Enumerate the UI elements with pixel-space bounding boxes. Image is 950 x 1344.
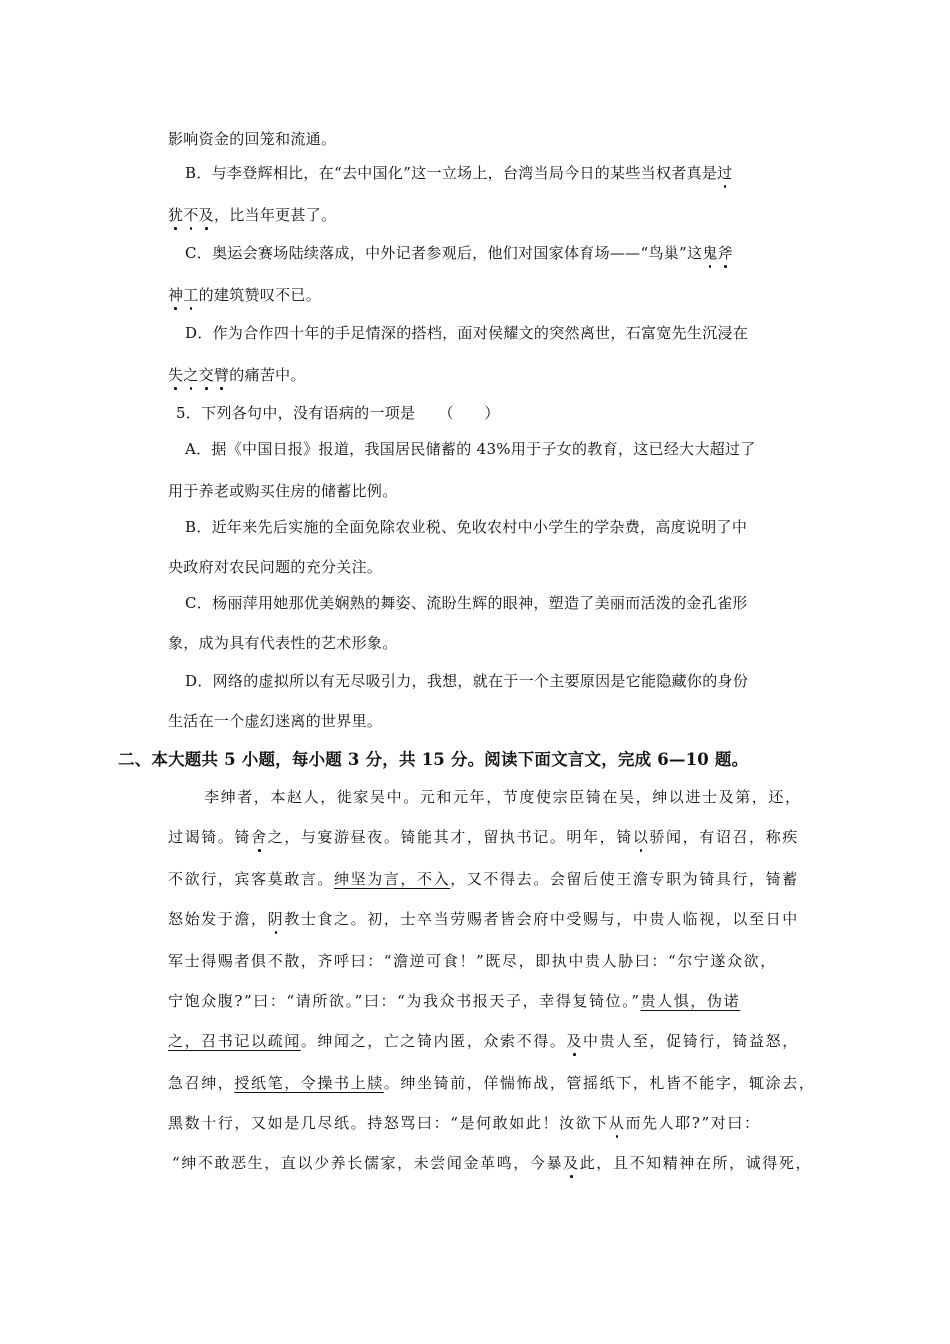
passage-text: 中贵人至，促锜行，锜益怒， (583, 1032, 799, 1050)
emphasis-dot-char: 犹 (168, 206, 184, 224)
passage-line (168, 1030, 799, 1051)
underlined-sentence: 授纸笔，令操书上牍 (234, 1074, 384, 1092)
q5-option-a-line2: 用于养老或购买住房的储蓄比例。 (168, 482, 398, 500)
passage-text: 不欲行，宾客莫敢言。 (168, 870, 335, 888)
q4-option-b-line1 (185, 162, 732, 183)
emphasis-dot-char: 及 (566, 1032, 584, 1050)
q4-option-c-line1 (185, 242, 733, 263)
passage-line (168, 1072, 815, 1093)
passage-text: 而先人耶?”对曰： (625, 1114, 761, 1132)
q4-option-b-line2 (168, 204, 336, 225)
q5-option-c-line2: 象，成为具有代表性的艺术形象。 (168, 634, 398, 652)
emphasis-dot-char: 之 (183, 366, 199, 384)
q5-option-a-line1: A．据《中国日报》报道，我国居民储蓄的 43%用于子女的教育，这已经大大超过了 (185, 440, 756, 458)
underlined-sentence: 贵人惧，伪诺 (640, 992, 741, 1010)
underlined-sentence: 绅坚为言，不入 (334, 870, 451, 888)
passage-text: “绅不敢恶生，直以少养长儒家，未尝闻金革鸣，今暴 (172, 1154, 564, 1172)
passage-text: 怒始发于澹， (168, 910, 268, 928)
emphasis-dot-char: 从 (608, 1114, 626, 1132)
passage-text: 。绅坐锜前，佯惴怖战，管摇纸下，札皆不能字，辄涂去， (383, 1074, 816, 1092)
q4-b-text: B．与李登辉相比，在“去中国化”这一立场上，台湾当局今日的某些当权者真是 (185, 164, 718, 182)
emphasis-dot-char: 臂 (213, 366, 230, 384)
section-heading: 二、本大题共 5 小题，每小题 3 分，共 15 分。阅读下面文言文，完成 6—10 题。 (118, 750, 749, 769)
passage-line (168, 990, 740, 1011)
emphasis-dot-char: 鬼 (702, 244, 718, 262)
passage-line: 李绅者，本赵人，徙家吴中。元和元年，节度使宗臣锜在吴，绅以进士及第，还， (204, 788, 802, 806)
emphasis-dot-char: 斧 (717, 244, 733, 262)
q4-option-d-line2 (168, 364, 306, 385)
q4-option-c-line2 (168, 284, 321, 305)
passage-text: 此，且不知精神在所，诚得死， (579, 1154, 813, 1172)
passage-text: 骄闻，有诏召，称疾 (649, 828, 799, 846)
emphasis-dot-char: 以 (632, 828, 650, 846)
emphasis-dot-char: 失 (168, 366, 184, 384)
passage-line (168, 868, 799, 889)
passage-line: 军士得赐者俱不散，齐呼曰：“澹逆可食！”既尽，即执中贵人胁曰：“尔宁遂众欲， (168, 952, 777, 970)
q4-b-text: ，比当年更甚了。 (213, 206, 337, 224)
passage-text: 教士食之。初，士卒当劳赐者皆会府中受赐与，中贵人临视，以至日中 (284, 910, 799, 928)
emphasis-dot-char: 及 (563, 1154, 580, 1172)
q5-option-c-line1: C．杨丽萍用她那优美娴熟的舞姿、流盼生辉的眼神，塑造了美丽而活泼的金孔雀形 (185, 594, 748, 612)
passage-text: 之，与宴游昼夜。锜能其才，留执书记。明年，锜 (267, 828, 633, 846)
q4-d-text: 的痛苦中。 (229, 366, 306, 384)
q4-c-text: C．奥运会赛场陆续落成，中外记者参观后，他们对国家体育场——“鸟巢”这 (185, 244, 703, 262)
passage-text: 黑数十行，又如是几尽纸。持怒骂曰：“是何敢如此！汝欲下 (168, 1114, 609, 1132)
passage-text: ，又不得去。会留后使王澹专职为锜具行，锜蓄 (450, 870, 799, 888)
emphasis-dot-char: 阴 (267, 910, 285, 928)
q4-c-text: 的建筑赞叹不已。 (198, 286, 322, 304)
q5-stem: 5．下列各句中，没有语病的一项是 （ ） (176, 404, 500, 422)
underlined-sentence: 之，召书记以疏闻 (168, 1032, 301, 1050)
emphasis-dot-char: 舍 (251, 828, 268, 846)
q5-option-d-line2: 生活在一个虚幻迷离的世界里。 (168, 712, 383, 730)
q5-option-d-line1: D．网络的虚拟所以有无尽吸引力，我想，就在于一个主要原因是它能隐藏你的身份 (185, 672, 749, 690)
passage-line (168, 1112, 761, 1133)
emphasis-dot-char: 神 (168, 286, 184, 304)
emphasis-dot-char: 及 (198, 206, 214, 224)
emphasis-dot-char: 过 (717, 164, 733, 182)
q4-option-d-line1: D．作为合作四十年的手足情深的搭档，面对侯耀文的突然离世，石富宽先生沉浸在 (185, 324, 749, 342)
passage-line (168, 908, 799, 929)
emphasis-dot-char: 不 (183, 206, 199, 224)
passage-text: 。绅闻之，亡之锜内匿，众索不得。 (300, 1032, 567, 1050)
q5-option-b-line1: B．近年来先后实施的全面免除农业税、免收农村中小学生的学杂费，高度说明了中 (185, 518, 748, 536)
emphasis-dot-char: 交 (198, 366, 214, 384)
emphasis-dot-char: 工 (183, 286, 199, 304)
passage-text: 过谒锜。锜 (168, 828, 252, 846)
passage-text: 宁饱众腹?”曰：“请所欲。”曰：“为我众书报天子，幸得复锜位。” (168, 992, 641, 1010)
passage-line (168, 826, 799, 847)
q4-option-a-tail: 影响资金的回笼和流通。 (168, 130, 337, 148)
passage-line (172, 1152, 812, 1173)
q5-option-b-line2: 央政府对农民问题的充分关注。 (168, 558, 383, 576)
passage-text: 急召绅， (168, 1074, 235, 1092)
